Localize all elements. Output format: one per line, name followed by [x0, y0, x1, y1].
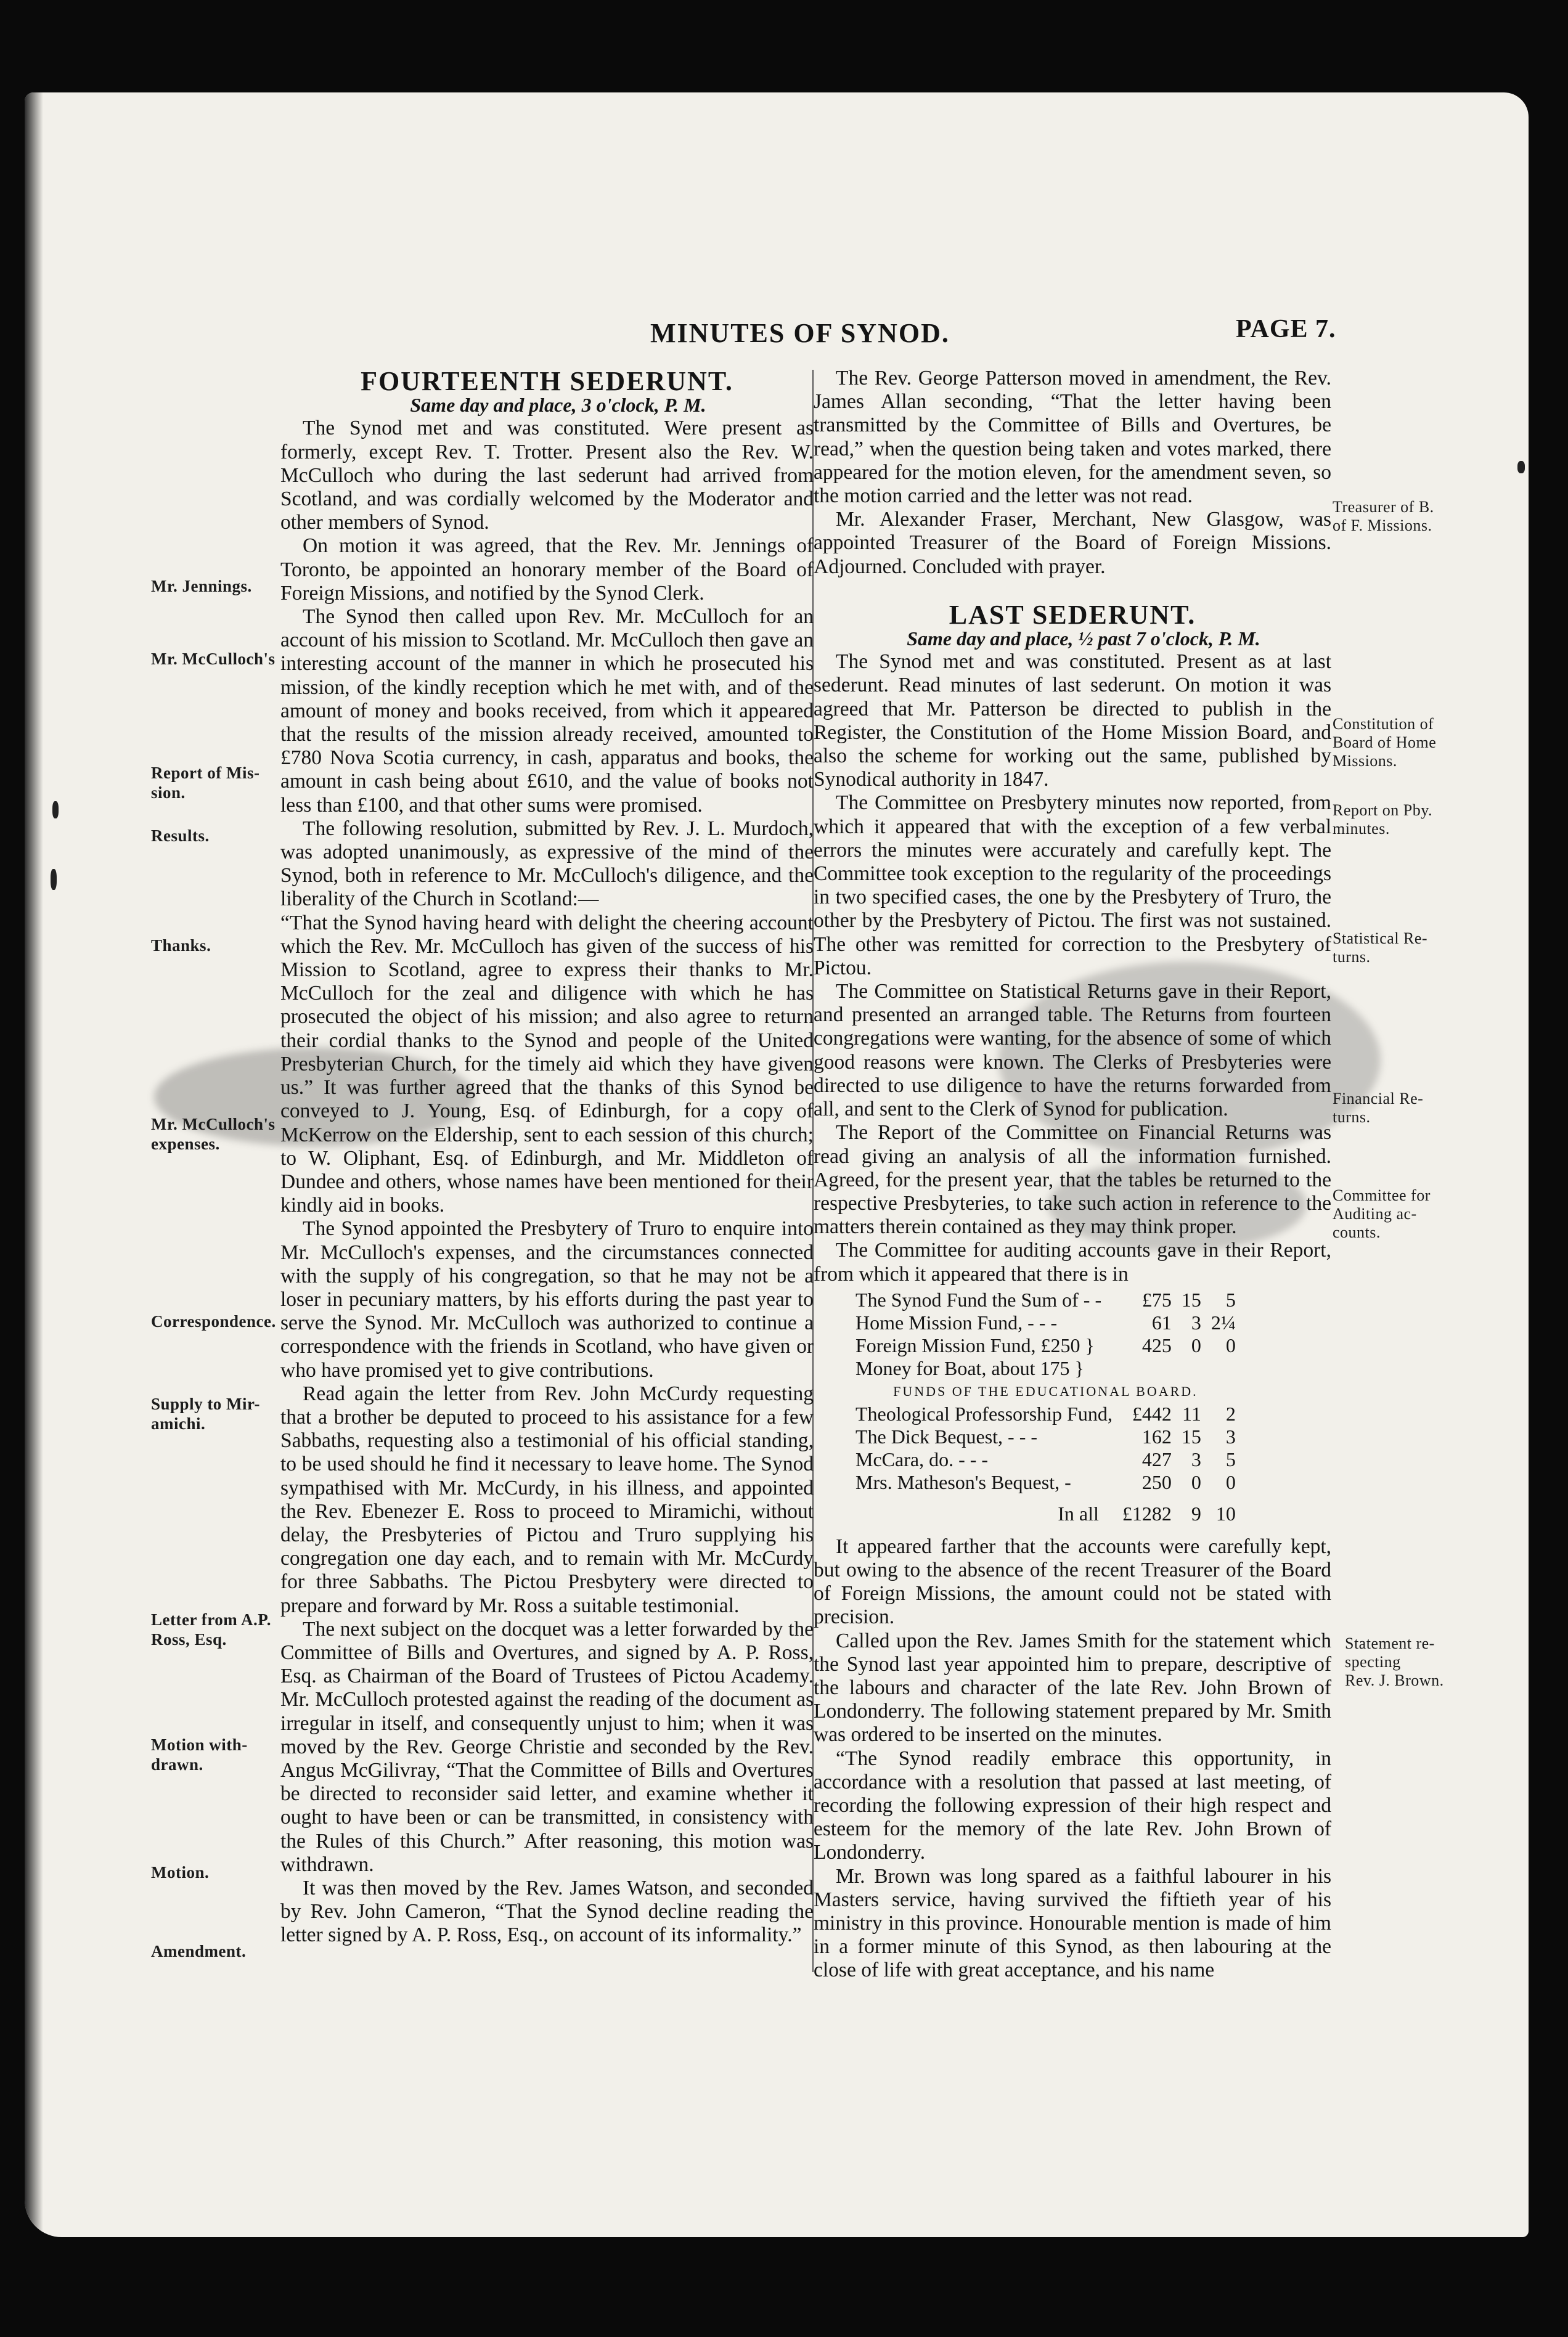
margin-note: Amendment.	[151, 1942, 247, 1960]
paragraph: Read again the letter from Rev. John McCurdy requesting that a brother be deputed to proceed to his assistance for a few Sabbaths, requesting also a testimonial of his official standing, to be used should he find it necessary to leave home. The Synod sympathised with Mr. McCurdy, in his illness, and appointed the Rev. Ebenezer E. Ross to proceed to Miramichi, without delay, the Presbyteries of Pictou and Truro supplying his congregation one day each, and to remain with Mr. McCurdy for three Sabbaths. The Pictou Presbytery were directed to prepare and forward by Mr. Ross a suitable testimonial.	[280, 1382, 814, 1617]
paragraph: The next subject on the docquet was a letter forwarded by the Committee of Bills and Overtures, and signed by A. P. Ross, Esq. as Chairman of the Board of Trustees of Pictou Academy. Mr. McCulloch protested against the reading of the document as irregular in itself, and consequently unjust to him; when it was moved by the Rev. George Christie and seconded by the Rev. Angus McGilivray, “That the Committee of Bills and Overtures be directed to reconsider said letter, and examine whether it ought to have been or can be transmitted, in consistency with the Rules of this Church.” After reasoning, this motion was withdrawn.	[280, 1617, 814, 1876]
ink-speck	[51, 869, 57, 890]
accounts-table	[851, 1289, 1241, 1525]
margin-note: Supply to Mir- amichi.	[151, 1395, 261, 1433]
paragraph: On motion it was agreed, that the Rev. Mr. Jennings of Toronto, be appointed an honorary member of the Board of Foreign Missions, and notified by the Synod Clerk.	[280, 534, 814, 605]
paragraph: Mr. Brown was long spared as a faithful labourer in his Masters service, having survived the fiftieth year of his ministry in this province. Honourable mention is made of him in a former minute of this Synod, as then labouring at the close of life with great acceptance, and his name	[814, 1864, 1331, 1982]
section-heading: FOURTEENTH SEDERUNT.	[361, 366, 733, 396]
table-row: Home Mission Fund, - - - 61 3 2¼	[855, 1311, 1236, 1334]
paragraph: “The Synod readily embrace this opportunity, in accordance with a resolution that passed at last meeting, of recording the following expression of their high respect and esteem for the memory of the late Rev. John Brown of Londonderry.	[814, 1747, 1331, 1864]
table-row: Money for Boat, about 175 }	[855, 1356, 1084, 1379]
ink-speck	[52, 801, 59, 818]
margin-note: Letter from A.P. Ross, Esq.	[151, 1610, 271, 1649]
page-edge-shadow	[25, 92, 43, 2237]
margin-note: Mr. Jennings.	[151, 577, 252, 595]
paragraph: The following resolution, submitted by Rev. J. L. Murdoch, was adopted unanimously, as expressive of the mind of the Synod, both in reference to Mr. McCulloch's diligence, and the liberality of the Church in Scotland:—	[280, 817, 814, 911]
right-column	[814, 367, 1331, 1983]
margin-note: Statistical Re- turns.	[1333, 929, 1428, 966]
dateline: Same day and place, 3 o'clock, P. M.	[410, 394, 706, 417]
paragraph: The Synod met and was constituted. Were present as formerly, except Rev. T. Trotter. Present also the Rev. W. McCulloch who during the last sederunt had arrived from Scotland, and was cordially welcomed by the Moderator and other members of Synod.	[280, 417, 814, 534]
paragraph: Called upon the Rev. James Smith for the statement which the Synod last year appointed him to prepare, descriptive of the labours and character of the late Rev. John Brown of Londonderry. The following statement prepared by Mr. Smith was ordered to be inserted on the minutes.	[814, 1629, 1331, 1747]
table-subheading: FUNDS OF THE EDUCATIONAL BOARD.	[893, 1383, 1198, 1399]
table-row: The Dick Bequest, - - - 162 15 3	[855, 1425, 1236, 1448]
margin-note: Report on Pby. minutes.	[1333, 801, 1433, 838]
paragraph: The Rev. George Patterson moved in amendment, the Rev. James Allan seconding, “That the letter having been transmitted by the Committee of Bills and Overtures, be read,” when the question being taken and votes marked, there appeared for the motion eleven, for the amendment seven, so the motion carried and the letter was not read.	[814, 367, 1331, 508]
margin-note: Results.	[151, 826, 210, 845]
margin-note: Correspondence.	[151, 1312, 276, 1331]
margin-note: Statement re- specting Rev. J. Brown.	[1345, 1634, 1444, 1689]
paragraph: The Synod met and was constituted. Present as at last sederunt. Read minutes of last sederunt. On motion it was agreed that Mr. Patterson be directed to publish in the Register, the Constitution of the Home Mission Board, and also the scheme for working out the same, published by Synodical authority in 1847.	[814, 650, 1331, 791]
margin-note: Motion with- drawn.	[151, 1735, 248, 1774]
margin-note: Report of Mis- sion.	[151, 764, 260, 802]
paragraph: “That the Synod having heard with delight the cheering account which the Rev. Mr. McCulloch has given of the success of his Mission to Scotland, agree to express their thanks to Mr. McCulloch for the zeal and diligence with which he has prosecuted the object of his mission; and also agree to return their cordial thanks to the Synod and people of the United Presbyterian Church, for the timely aid which they have given us.” It was further agreed that the thanks of this Synod be conveyed to J. Young, Esq. of Edinburgh, for a copy of McKerrow on the Eldership, sent to each session of this church; to W. Oliphant, Esq. of Edinburgh, and Mr. Middleton of Dundee and others, whose names have been mentioned for their kindly aid in books.	[280, 911, 814, 1217]
paragraph: The Committee for auditing accounts gave in their Report, from which it appeared that there is in	[814, 1239, 1331, 1286]
table-total-row: In all £1282 9 10	[1058, 1502, 1236, 1525]
paragraph: It appeared farther that the accounts were carefully kept, but owing to the absence of the recent Treasurer of the Board of Foreign Missions, the amount could not be stated with precision.	[814, 1535, 1331, 1629]
margin-note: Constitution of Board of Home Missions.	[1333, 715, 1437, 770]
left-column	[280, 366, 814, 1947]
margin-note: Mr. McCulloch's expenses.	[151, 1115, 276, 1153]
table-row: Mrs. Matheson's Bequest, - 250 0 0	[855, 1470, 1236, 1493]
margin-note: Financial Re- turns.	[1333, 1090, 1424, 1126]
margin-note: Mr. McCulloch's	[151, 650, 276, 668]
table-row: The Synod Fund the Sum of - - £75 15 5	[855, 1288, 1236, 1311]
margin-note: Motion.	[151, 1863, 210, 1882]
margin-note: Committee for Auditing ac- counts.	[1333, 1186, 1431, 1241]
paragraph: The Synod then called upon Rev. Mr. McCulloch for an account of his mission to Scotland. Mr. McCulloch then gave an interesting account of the manner in which he prosecuted his mission, of the kindly reception which he met with, and of the amount of money and books received, from which it appeared that the results of the mission already received, amounted to £780 Nova Scotia currency, in cash, apparatus and books, the amount in cash being about £610, and the value of books not less than £100, and that other sums were promised.	[280, 605, 814, 817]
paragraph: The Committee on Presbytery minutes now reported, from which it appeared that with the exception of a few verbal errors the minutes were accurately and carefully kept. The Committee took exception to the regularity of the proceedings in two specified cases, the one by the Presbytery of Truro, the other by the Presbytery of Pictou. The first was not sustained. The other was remitted for correction to the Presbytery of Pictou.	[814, 791, 1331, 979]
margin-note: Treasurer of B. of F. Missions.	[1333, 498, 1434, 534]
table-row: Foreign Mission Fund, £250 } 425 0 0	[855, 1334, 1236, 1356]
paragraph: The Report of the Committee on Financial Returns was read giving an analysis of all the information furnished. Agreed, for the present year, that the tables be returned to the respective Presbyteries, to take such action in reference to the matters therein contained as they may think proper.	[814, 1121, 1331, 1239]
margin-note: Thanks.	[151, 936, 211, 955]
paragraph: Mr. Alexander Fraser, Merchant, New Glasgow, was appointed Treasurer of the Board of Foreign Missions. Adjourned. Concluded with prayer.	[814, 508, 1331, 578]
paragraph: The Synod appointed the Presbytery of Truro to enquire into Mr. McCulloch's expenses, and the circumstances connected with the supply of his congregation, so that he may not be a loser in pecuniary matters, by his efforts during the past year to serve the Synod. Mr. McCulloch was authorized to continue a correspondence with the friends in Scotland, who have given or who have promised yet to give contributions.	[280, 1217, 814, 1382]
dateline: Same day and place, ½ past 7 o'clock, P. M.	[907, 627, 1260, 650]
ink-speck	[1517, 461, 1525, 473]
page-number: PAGE 7.	[1236, 315, 1336, 343]
table-row: McCara, do. - - - 427 3 5	[855, 1448, 1236, 1470]
paragraph: The Committee on Statistical Returns gave in their Report, and presented an arranged table. The Returns from fourteen congregations were wanting, for the absence of some of which good reasons were known. The Clerks of Presbyteries were directed to use diligence to have the returns forwarded from all, and sent to the Clerk of Synod for publication.	[814, 980, 1331, 1121]
paragraph: It was then moved by the Rev. James Watson, and seconded by Rev. John Cameron, “That the Synod decline reading the letter signed by A. P. Ross, Esq., on account of its informality.”	[280, 1877, 814, 1947]
table-row: Theological Professorship Fund, £442 11 2	[855, 1402, 1236, 1425]
running-header-title: MINUTES OF SYNOD.	[650, 318, 950, 348]
section-heading: LAST SEDERUNT.	[949, 599, 1196, 630]
